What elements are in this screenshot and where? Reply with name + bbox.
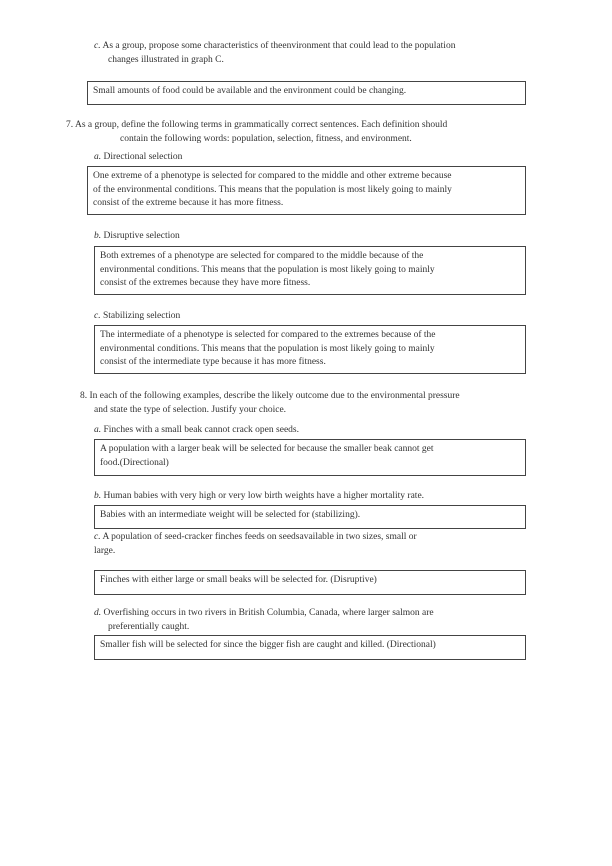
q8b-prompt bbox=[94, 490, 424, 504]
q7a-answer-line1: One extreme of a phenotype is selected for compared to the middle and other extreme because bbox=[93, 171, 452, 181]
q8-number: 8. bbox=[80, 391, 88, 401]
q7b-label-text: Disruptive selection bbox=[103, 231, 180, 241]
q8b-prompt-text: Human babies with very high or very low birth weights have a higher mortality rate. bbox=[103, 491, 425, 501]
q8a-answer-box[interactable] bbox=[94, 439, 526, 476]
q8b-answer-box[interactable] bbox=[94, 505, 526, 529]
q7a-answer-line2: of the environmental conditions. This means that the population is most likely going to mainly bbox=[93, 184, 452, 195]
q8d-answer: Smaller fish will be selected for since the bigger fish are caught and killed. (Directional) bbox=[100, 640, 436, 650]
q8d-answer-box[interactable] bbox=[94, 635, 526, 660]
q7b-letter: b. bbox=[94, 231, 102, 241]
q8c-answer-box[interactable] bbox=[94, 570, 526, 595]
q8-prompt bbox=[80, 390, 540, 417]
q6c-prompt-line2: changes illustrated in graph C. bbox=[108, 54, 224, 65]
q7b-answer-line1: Both extremes of a phenotype are selected for compared to the middle because of the bbox=[100, 251, 424, 261]
q7c-answer-box[interactable] bbox=[94, 325, 526, 374]
q7-prompt-line2: contain the following words: population, selection, fitness, and environment. bbox=[120, 133, 412, 144]
q8d-letter: d. bbox=[94, 608, 102, 618]
q7c-answer-line2: environmental conditions. This means that the population is most likely going to mainly bbox=[100, 343, 435, 354]
q8a-letter: a. bbox=[94, 425, 102, 435]
q7c-letter: c. bbox=[94, 311, 101, 321]
q7b-answer-line3: consist of the extremes because they have more fitness. bbox=[100, 278, 311, 288]
q7c-label bbox=[94, 310, 180, 324]
q7-number: 7. bbox=[66, 120, 74, 130]
q7b-answer-line2: environmental conditions. This means that the population is most likely going to mainly bbox=[100, 264, 435, 275]
q7a-letter: a. bbox=[94, 152, 102, 162]
q8a-answer-line1: A population with a larger beak will be selected for because the smaller beak cannot get bbox=[100, 444, 434, 454]
q8c-answer: Finches with either large or small beaks will be selected for. (Disruptive) bbox=[100, 575, 377, 585]
q7b-label bbox=[94, 230, 180, 244]
q8a-prompt bbox=[94, 424, 299, 438]
q7c-answer-line1: The intermediate of a phenotype is selected for compared to the extremes because of the bbox=[100, 330, 436, 340]
q6c-prompt bbox=[94, 40, 534, 67]
q7-prompt bbox=[66, 119, 536, 146]
q8-prompt-line2: and state the type of selection. Justify your choice. bbox=[94, 404, 287, 415]
q8-prompt-line1 bbox=[80, 390, 540, 404]
q7b-answer-box[interactable] bbox=[94, 246, 526, 295]
q8d-prompt-text1: Overfishing occurs in two rivers in British Columbia, Canada, where larger salmon are bbox=[103, 608, 434, 618]
q7a-label-text: Directional selection bbox=[103, 152, 183, 162]
q8c-letter: c. bbox=[94, 532, 101, 542]
q8c-prompt-text1: A population of seed-cracker finches feeds on seedsavailable in two sizes, small or bbox=[102, 532, 417, 542]
q8c-prompt-line1 bbox=[94, 531, 514, 545]
q7c-label-text: Stabilizing selection bbox=[102, 311, 181, 321]
q8-prompt-text1: In each of the following examples, describe the likely outcome due to the environmental pressure bbox=[89, 391, 460, 401]
q8d-prompt bbox=[94, 607, 514, 634]
q7-prompt-line1 bbox=[66, 119, 536, 133]
q7-prompt-text1: As a group, define the following terms in grammatically correct sentences. Each definition should bbox=[74, 120, 448, 130]
q8b-answer: Babies with an intermediate weight will be selected for (stabilizing). bbox=[100, 510, 361, 520]
q6c-prompt-line1 bbox=[94, 40, 534, 54]
q6c-prompt-text1: As a group, propose some characteristics of theenvironment that could lead to the population bbox=[102, 41, 456, 51]
q7a-answer-line3: consist of the extreme because it has more fitness. bbox=[93, 198, 284, 208]
q6c-answer-box[interactable] bbox=[87, 81, 526, 105]
q8d-prompt-line2: preferentially caught. bbox=[108, 621, 190, 632]
q8a-prompt-text: Finches with a small beak cannot crack open seeds. bbox=[103, 425, 299, 435]
q7c-answer-line3: consist of the intermediate type because it has more fitness. bbox=[100, 357, 326, 367]
q8a-answer-line2: food.(Directional) bbox=[100, 457, 169, 468]
q7a-answer-box[interactable] bbox=[87, 166, 526, 215]
q8c-prompt-line2: large. bbox=[94, 545, 116, 556]
q7a-label bbox=[94, 151, 182, 165]
q6c-letter: c. bbox=[94, 41, 101, 51]
q8c-prompt bbox=[94, 531, 514, 558]
q6c-answer: Small amounts of food could be available and the environment could be changing. bbox=[93, 86, 407, 96]
q8d-prompt-line1 bbox=[94, 607, 514, 621]
q8b-letter: b. bbox=[94, 491, 102, 501]
